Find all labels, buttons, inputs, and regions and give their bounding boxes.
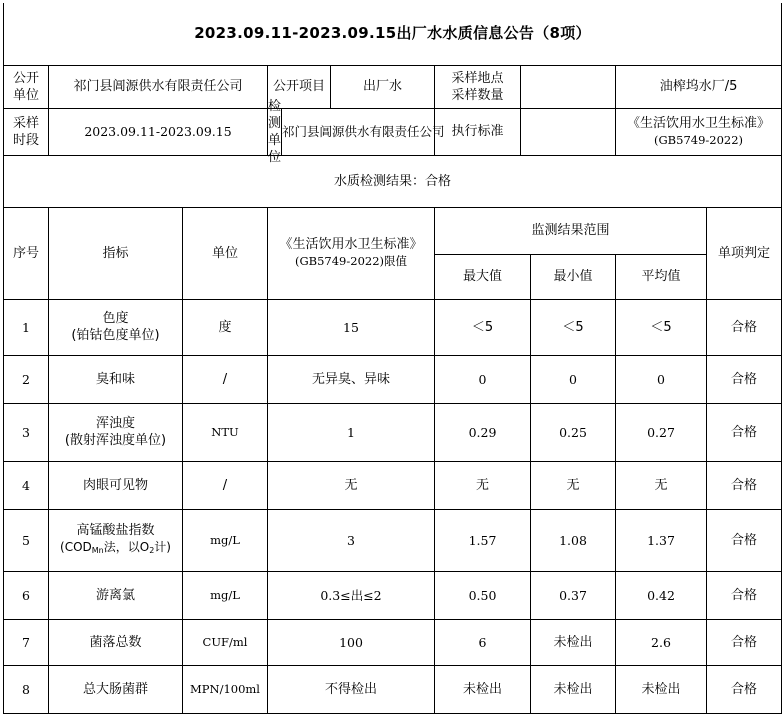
row-max: 0.29 bbox=[435, 403, 531, 461]
row-max: 无 bbox=[435, 461, 531, 509]
table-row bbox=[4, 665, 782, 713]
public-unit-label: 公开 单位 bbox=[4, 65, 49, 108]
row-verdict: 合格 bbox=[707, 509, 782, 571]
row-limit: 15 bbox=[268, 299, 435, 355]
row-limit: 100 bbox=[268, 619, 435, 665]
sampling-site-label: 采样地点 采样数量 bbox=[435, 66, 521, 108]
header-seq: 序号 bbox=[4, 207, 49, 299]
row-indicator: 浑浊度 (散射浑浊度单位) bbox=[49, 403, 183, 461]
row-max: 6 bbox=[435, 619, 531, 665]
row-indicator: 总大肠菌群 bbox=[49, 665, 183, 713]
row-seq: 3 bbox=[4, 403, 49, 461]
row-verdict: 合格 bbox=[707, 299, 782, 355]
row-verdict: 合格 bbox=[707, 571, 782, 619]
row-verdict: 合格 bbox=[707, 619, 782, 665]
row-indicator: 游离氯 bbox=[49, 571, 183, 619]
row-max: 0.50 bbox=[435, 571, 531, 619]
row-seq: 6 bbox=[4, 571, 49, 619]
row-limit: 无 bbox=[268, 461, 435, 509]
table-row bbox=[4, 355, 782, 403]
row-max: ＜5 bbox=[435, 299, 531, 355]
row-min: 未检出 bbox=[531, 619, 616, 665]
row-min: 0 bbox=[531, 355, 616, 403]
table-row bbox=[4, 461, 782, 509]
row-unit: CUF/ml bbox=[183, 619, 268, 665]
row-seq: 1 bbox=[4, 299, 49, 355]
public-item-label: 公开项目 bbox=[268, 66, 331, 108]
row-indicator: 肉眼可见物 bbox=[49, 461, 183, 509]
row-limit: 1 bbox=[268, 403, 435, 461]
row-indicator: 高锰酸盐指数 ($COD_{Mn}$法，以$O_2$计) bbox=[49, 509, 183, 571]
sampling-site-cell bbox=[435, 65, 616, 108]
row-unit: MPN/100ml bbox=[183, 665, 268, 713]
row-unit: NTU bbox=[183, 403, 268, 461]
public-item-value: 出厂水 bbox=[362, 79, 402, 94]
row-verdict: 合格 bbox=[707, 403, 782, 461]
row-verdict: 合格 bbox=[707, 355, 782, 403]
table-row bbox=[4, 619, 782, 665]
table-row bbox=[4, 403, 782, 461]
sampling-period-label: 采样 时段 bbox=[4, 108, 49, 155]
table-row bbox=[4, 509, 782, 571]
row-min: 0.25 bbox=[531, 403, 616, 461]
row-indicator: 臭和味 bbox=[49, 355, 183, 403]
row-unit: / bbox=[183, 461, 268, 509]
row-seq: 2 bbox=[4, 355, 49, 403]
header-indicator: 指标 bbox=[49, 207, 183, 299]
row-avg: 未检出 bbox=[616, 665, 707, 713]
row-min: 1.08 bbox=[531, 509, 616, 571]
public-item-cell bbox=[268, 65, 435, 108]
notice-title: 2023.09.11-2023.09.15出厂水水质信息公告（8项） bbox=[4, 3, 782, 65]
row-limit: 0.3≤出≤2 bbox=[268, 571, 435, 619]
row-min: 未检出 bbox=[531, 665, 616, 713]
row-avg: 0 bbox=[616, 355, 707, 403]
row-min: ＜5 bbox=[531, 299, 616, 355]
row-limit: 无异臭、异味 bbox=[268, 355, 435, 403]
table-row bbox=[4, 299, 782, 355]
row-limit: 3 bbox=[268, 509, 435, 571]
header-avg: 平均值 bbox=[616, 254, 707, 299]
sampling-period-value: 2023.09.11-2023.09.15 bbox=[49, 108, 268, 155]
header-max: 最大值 bbox=[435, 254, 531, 299]
header-unit: 单位 bbox=[183, 207, 268, 299]
row-verdict: 合格 bbox=[707, 461, 782, 509]
test-unit-cell bbox=[268, 98, 445, 165]
row-unit: mg/L bbox=[183, 509, 268, 571]
test-unit-value: 祁门县阊源供水有限责任公司 bbox=[282, 124, 445, 139]
standard-value: 《生活饮用水卫生标准》 (GB5749-2022) bbox=[616, 108, 782, 155]
standard-label: 执行标准 bbox=[435, 109, 521, 155]
notice-table bbox=[3, 3, 782, 714]
row-seq: 4 bbox=[4, 461, 49, 509]
row-avg: 0.42 bbox=[616, 571, 707, 619]
row-avg: 无 bbox=[616, 461, 707, 509]
public-unit-value: 祁门县阊源供水有限责任公司 bbox=[49, 65, 268, 108]
header-verdict: 单项判定 bbox=[707, 207, 782, 299]
row-min: 0.37 bbox=[531, 571, 616, 619]
row-min: 无 bbox=[531, 461, 616, 509]
header-range: 监测结果范围 bbox=[435, 207, 707, 254]
row-limit: 不得检出 bbox=[268, 665, 435, 713]
row-max: 1.57 bbox=[435, 509, 531, 571]
row-indicator: 色度 (铂钴色度单位) bbox=[49, 299, 183, 355]
row-max: 未检出 bbox=[435, 665, 531, 713]
row-verdict: 合格 bbox=[707, 665, 782, 713]
row-indicator: 菌落总数 bbox=[49, 619, 183, 665]
row-avg: 0.27 bbox=[616, 403, 707, 461]
row-avg: ＜5 bbox=[616, 299, 707, 355]
header-min: 最小值 bbox=[531, 254, 616, 299]
test-unit-label: 检测单位 bbox=[268, 98, 282, 165]
row-max: 0 bbox=[435, 355, 531, 403]
header-limit: 《生活饮用水卫生标准》 (GB5749-2022)限值 bbox=[268, 207, 435, 299]
row-seq: 7 bbox=[4, 619, 49, 665]
table-row bbox=[4, 571, 782, 619]
row-unit: / bbox=[183, 355, 268, 403]
standard-cell bbox=[435, 108, 616, 155]
water-quality-notice bbox=[3, 3, 781, 721]
row-avg: 1.37 bbox=[616, 509, 707, 571]
result-summary: 水质检测结果：合格 bbox=[4, 155, 782, 207]
row-avg: 2.6 bbox=[616, 619, 707, 665]
row-unit: 度 bbox=[183, 299, 268, 355]
sampling-site-value: 油榨坞水厂/5 bbox=[616, 65, 782, 108]
row-unit: mg/L bbox=[183, 571, 268, 619]
row-seq: 8 bbox=[4, 665, 49, 713]
row-seq: 5 bbox=[4, 509, 49, 571]
